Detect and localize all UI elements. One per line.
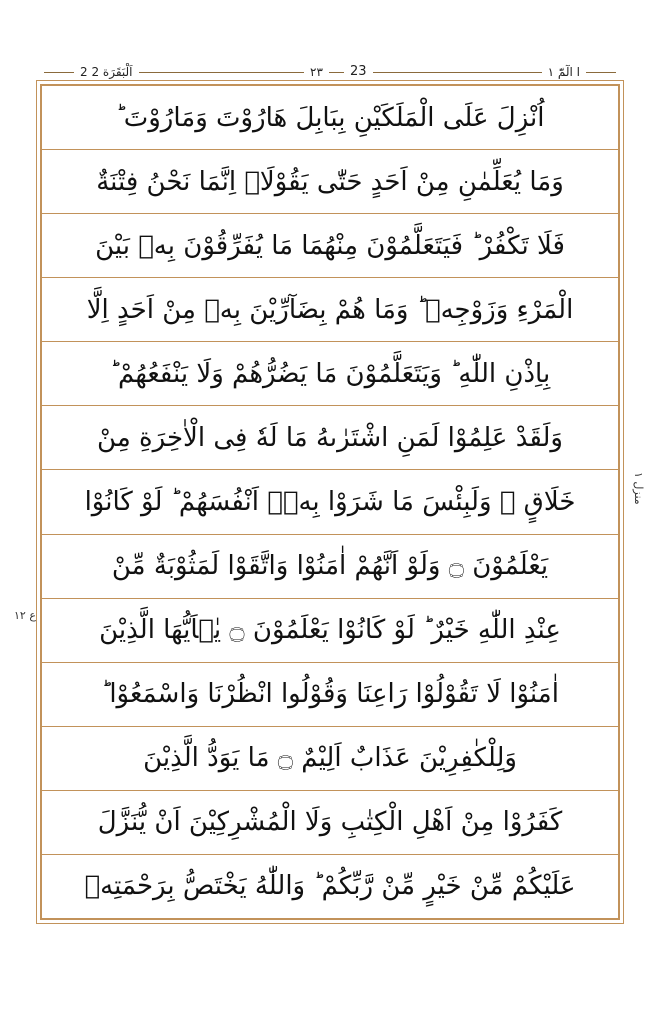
text-line: الْمَرْءِ وَزَوْجِهٖ ؕ وَمَا هُمْ بِضَآرِّيْنَ بِهٖ مِنْ اَحَدٍ اِلَّا xyxy=(42,278,618,342)
page-frame xyxy=(40,84,620,920)
page-header xyxy=(44,62,616,82)
text-line: وَلَقَدْ عَلِمُوْا لَمَنِ اشْتَرٰىهُ مَا لَهٗ فِى الْاٰخِرَةِ مِنْ xyxy=(42,406,618,470)
text-line: اٰمَنُوْا لَا تَقُوْلُوْا رَاعِنَا وَقُوْلُوا انْظُرْنَا وَاسْمَعُوْا ؕ xyxy=(42,663,618,727)
text-line: يَعْلَمُوْنَ ۝ وَلَوْ اَنَّهُمْ اٰمَنُوْا وَاتَّقَوْا لَمَثُوْبَةٌ مِّنْ xyxy=(42,535,618,599)
text-line: وَمَا يُعَلِّمٰنِ مِنْ اَحَدٍ حَتّٰى يَقُوْلَاۤ اِنَّمَا نَحْنُ فِتْنَةٌ xyxy=(42,150,618,214)
text-line: بِاِذْنِ اللّٰهِ ؕ وَيَتَعَلَّمُوْنَ مَا يَضُرُّهُمْ وَلَا يَنْفَعُهُمْ ؕ xyxy=(42,342,618,406)
text-line: خَلَاقٍ ۛ وَلَبِئْسَ مَا شَرَوْا بِهٖۤ اَنْفُسَهُمْ ؕ لَوْ كَانُوْا xyxy=(42,470,618,534)
text-line: عَلَيْكُمْ مِّنْ خَيْرٍ مِّنْ رَّبِّكُمْ ؕ وَاللّٰهُ يَخْتَصُّ بِرَحْمَتِهٖ xyxy=(84,871,576,902)
header-para-name: ا الٓمّٓ ١ xyxy=(542,62,586,82)
text-line: عِنْدِ اللّٰهِ خَيْرٌ ؕ لَوْ كَانُوْا يَعْلَمُوْنَ ۝ يٰۤاَيُّهَا الَّذِيْنَ xyxy=(42,599,618,663)
text-line: اُنْزِلَ عَلَى الْمَلَكَيْنِ بِبَابِلَ هَارُوْتَ وَمَارُوْتَ ؕ xyxy=(42,86,618,150)
ruku-marker: ع ١٢ xyxy=(14,609,36,622)
text-line: كَفَرُوْا مِنْ اَهْلِ الْكِتٰبِ وَلَا الْمُشْرِكِيْنَ اَنْ يُّنَزَّلَ xyxy=(42,791,618,855)
text-line: وَلِلْكٰفِرِيْنَ عَذَابٌ اَلِيْمٌ ۝ مَا يَوَدُّ الَّذِيْنَ xyxy=(42,727,618,791)
text-line: فَلَا تَكْفُرْ ؕ فَيَتَعَلَّمُوْنَ مِنْهُمَا مَا يُفَرِّقُوْنَ بِهٖ بَيْنَ xyxy=(42,214,618,278)
header-page-number: 23 xyxy=(344,62,373,82)
header-surah-name: 2 اَلْبَقَرَة 2 xyxy=(74,62,139,82)
manzil-marker: منزل ١ xyxy=(632,472,645,505)
header-page-number-arabic: ٢٣ xyxy=(304,62,329,82)
text-lines xyxy=(42,86,618,918)
